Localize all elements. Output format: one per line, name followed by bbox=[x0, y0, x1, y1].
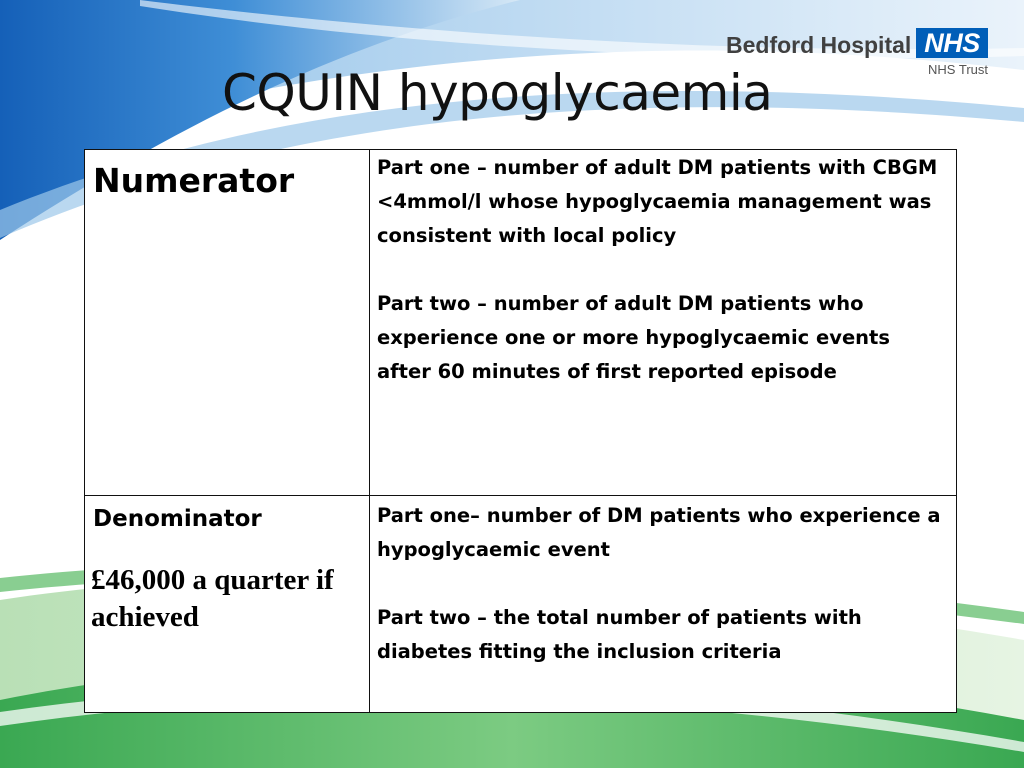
denominator-label-cell bbox=[85, 496, 370, 713]
funding-amount-note: £46,000 a quarter if achieved bbox=[91, 563, 334, 634]
table-row-denominator bbox=[85, 496, 957, 713]
numerator-part-one: Part one – number of adult DM patients with CBGM <4mmol/l whose hypoglycaemia management was consistent with local policy bbox=[377, 156, 938, 247]
cquin-table bbox=[84, 149, 957, 713]
denominator-label: Denominator bbox=[93, 506, 262, 532]
table-row-numerator bbox=[85, 150, 957, 496]
denominator-part-one: Part one– number of DM patients who experience a hypoglycaemic event bbox=[377, 504, 941, 561]
numerator-text-cell bbox=[370, 150, 957, 496]
slide-title: CQUIN hypoglycaemia bbox=[222, 64, 773, 122]
denominator-part-two: Part two – the total number of patients with diabetes fitting the inclusion criteria bbox=[377, 606, 862, 663]
logo-trust-name: NHS Trust bbox=[928, 62, 988, 77]
nhs-logo-mark: NHS bbox=[916, 28, 988, 58]
logo-hospital-name: Bedford Hospital bbox=[726, 32, 912, 58]
numerator-part-two: Part two – number of adult DM patients who experience one or more hypoglycaemic events after 60 minutes of first reported episode bbox=[377, 292, 890, 383]
denominator-text-cell bbox=[370, 496, 957, 713]
numerator-label: Numerator bbox=[93, 161, 295, 200]
numerator-label-cell bbox=[85, 150, 370, 496]
